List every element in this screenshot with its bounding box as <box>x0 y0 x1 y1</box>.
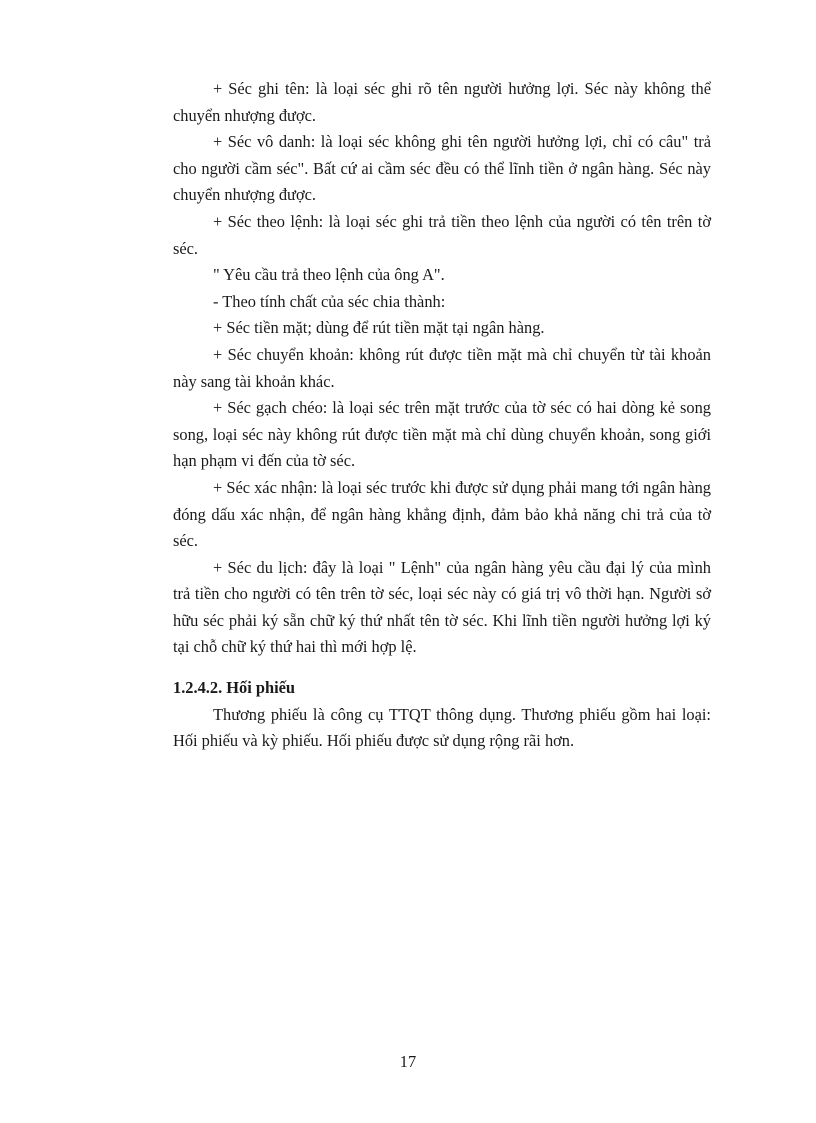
section-heading: 1.2.4.2. Hối phiếu <box>173 678 296 698</box>
paragraph-sec-ghi-ten: + Séc ghi tên: là loại séc ghi rõ tên người hưởng lợi. Séc này không thể chuyển nhượng được. <box>173 79 711 125</box>
paragraph-example-quote: " Yêu cầu trả theo lệnh của ông A". <box>213 265 445 285</box>
paragraph-sec-xac-nhan: + Séc xác nhận: là loại séc trước khi được sử dụng phải mang tới ngân hàng đóng dấu xác nhận, để ngân hàng khẳng định, đảm bảo khả năng chi trả của tờ séc. <box>173 477 711 551</box>
paragraph-sec-gach-cheo: + Séc gạch chéo: là loại séc trên mặt trước của tờ séc có hai dòng kẻ song song, loại séc này không rút được tiền mặt mà chỉ dùng chuyển khoản, song giới hạn phạm vi đến của tờ séc. <box>173 398 711 471</box>
paragraph-sec-tien-mat: + Séc tiền mặt; dùng để rút tiền mặt tại ngân hàng. <box>213 318 545 338</box>
page-number: 17 <box>399 1052 417 1071</box>
paragraph-sec-chuyen-khoan: + Séc chuyển khoản: không rút được tiền mặt mà chỉ chuyển từ tài khoản này sang tài khoản khác. <box>173 344 711 391</box>
paragraph-sec-du-lich: + Séc du lịch: đây là loại " Lệnh" của ngân hàng yêu cầu đại lý của mình trả tiền cho người có tên trên tờ séc, loại séc này có giá trị vô thời hạn. Người sở hữu séc phải ký sẵn chữ ký thứ nhất tên tờ séc. Khi lĩnh tiền người hưởng lợi ký tại chỗ chữ ký thứ hai thì mới hợp lệ. <box>173 557 711 657</box>
document-body <box>173 76 711 755</box>
paragraph-thuong-phieu: Thương phiếu là công cụ TTQT thông dụng. Thương phiếu gồm hai loại: Hối phiếu và kỳ phiếu. Hối phiếu được sử dụng rộng rãi hơn. <box>173 704 711 751</box>
paragraph-classification: - Theo tính chất của séc chia thành: <box>213 291 446 311</box>
paragraph-sec-theo-lenh: + Séc theo lệnh: là loại séc ghi trả tiền theo lệnh của người có tên trên tờ séc. <box>173 211 711 258</box>
paragraph-sec-vo-danh: + Séc vô danh: là loại séc không ghi tên người hưởng lợi, chỉ có câu" trả cho người cầm séc". Bất cứ ai cầm séc đều có thể lĩnh tiền ở ngân hàng. Séc này chuyển nhượng được. <box>173 132 711 205</box>
